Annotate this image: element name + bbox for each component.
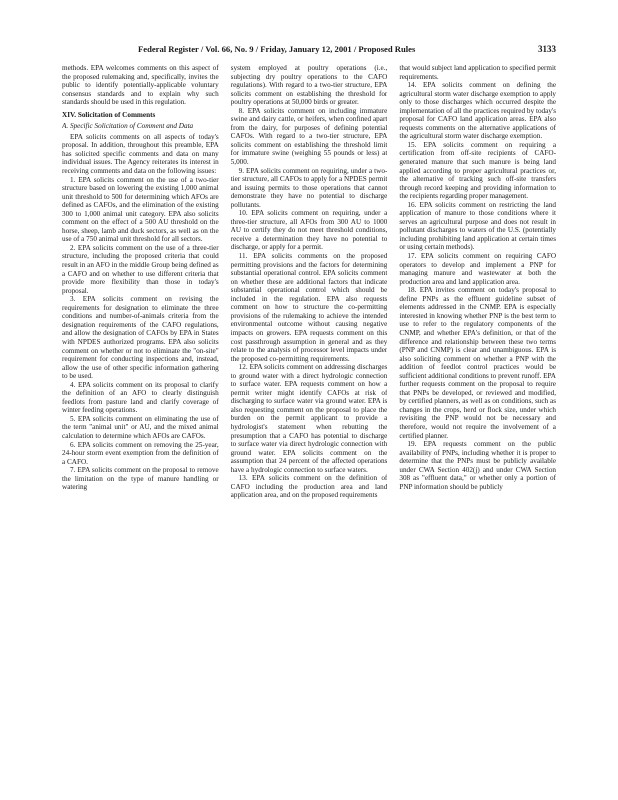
body-paragraph: 5. EPA solicits comment on eliminating the use of the term "animal unit" or AU, and the mixed animal calculation to determine which AFOs are CAFOs. bbox=[62, 414, 219, 440]
header-citation: Federal Register / Vol. 66, No. 9 / Friday, January 12, 2001 / Proposed Rules bbox=[138, 44, 416, 54]
body-paragraph: 1. EPA solicits comment on the use of a two-tier structure based on lowering the existing 1,000 animal unit threshold to 500 for determining which AFOs are defined as CAFOs, and the elimination of the existing 300 to 1,000 animal unit category. EPA also solicits comment on the effect of a 500 AU threshold on the horse, sheep, lamb and duck sectors, as well as on the use of a 750 animal unit threshold for all sectors. bbox=[62, 175, 219, 244]
body-paragraph: 9. EPA solicits comment on requiring, under a two-tier structure, all CAFOs to apply for a NPDES permit and issuing permits to those operations that cannot demonstrate they have no potential to discharge pollutants. bbox=[230, 166, 388, 209]
body-paragraph: EPA solicits comments on all aspects of today's proposal. In addition, throughout this preamble, EPA has solicited specific comments and data on many individual issues. The Agency reiterates its interest in receiving comments and data on the following issues: bbox=[62, 132, 219, 176]
body-paragraph: 10. EPA solicits comment on requiring, under a three-tier structure, all AFOs from 300 AU to 1000 AU to certify they do not meet threshold conditions, receive a determination they have no potential to discharge, or apply for a permit. bbox=[230, 209, 388, 252]
body-paragraph: 18. EPA invites comment on today's proposal to define PNPs as the effluent guideline subset of elements addressed in the CNMP. EPA is especially interested in knowing whether PNP is the best term to use to refer to the regulatory components of the CNMP, and whether EPA's definition, or that of the difference and relationship between these two terms (PNP and CNMP) is clear and unambiguous. EPA is also soliciting comment on whether a PNP with the addition of feedlot control practices would be sufficient additional conditions to prevent runoff. EPA further requests comment on the proposal to require that PNPs be developed, or reviewed and modified, by certified planners, as well as on conditions, such as changes in the crops, herd or flock size, under which revisiting the PNP would not be necessary and therefore, would not require the involvement of a certified planner. bbox=[399, 286, 557, 440]
body-paragraph: 19. EPA requests comment on the public availability of PNPs, including whether it is proper to determine that the PNPs must be publicly available under CWA Section 402(j) and under CWA Section 308 as "effluent data," or whether only a portion of PNP information should be publicly bbox=[399, 440, 557, 491]
body-paragraph: 13. EPA solicits comment on the definition of CAFO including the production area and land application area, and on the proposed requirements bbox=[230, 474, 388, 500]
body-paragraph: 4. EPA solicits comment on its proposal to clarify the definition of an AFO to clearly distinguish feedlots from pasture land and clarify coverage of winter feeding operations. bbox=[62, 380, 219, 415]
body-paragraph: 6. EPA solicits comment on removing the 25-year, 24-hour storm event exemption from the definition of a CAFO. bbox=[62, 440, 219, 466]
body-paragraph: 12. EPA solicits comment on addressing discharges to ground water with a direct hydrologic connection to surface water. EPA requests comment on how a permit writer might identify CAFOs at risk of discharging to surface water via ground water. EPA is also requesting comment on the proposal to place the burden on the permit applicant to provide a hydrologist's statement when rebutting the presumption that a CAFO has potential to discharge to surface water via direct hydrologic connection with ground water. EPA solicits comment on the assumption that 24 percent of the affected operations have a hydrologic connection to surface waters. bbox=[230, 363, 388, 474]
body-paragraph: 8. EPA solicits comment on including immature swine and dairy cattle, or heifers, when confined apart from the dairy, for purposes of defining potential CAFOs. With regard to a two-tier structure, EPA solicits comment on establishing the threshold limit for immature swine (weighing 55 pounds or less) at 5,000. bbox=[230, 106, 388, 167]
body-paragraph: 3. EPA solicits comment on revising the requirements for designation to eliminate the three conditions and number-of-animals criteria from the designation requirements of the CAFO regulations, and allow the designation of CAFOs by EPA in States with NPDES authorized programs. EPA also solicits comment on whether or not to eliminate the "on-site" requirement for conducting inspections and, instead, allow the use of other specific information gathering to be used. bbox=[62, 295, 219, 381]
section-heading: XIV. Solicitation of Comments bbox=[62, 110, 156, 119]
page-number: 3133 bbox=[538, 44, 556, 54]
body-paragraph: 16. EPA solicits comment on restricting the land application of manure to those conditions where it serves an agricultural purpose and does not result in pollutant discharges to waters of the U.S. (potentially including prohibiting land application at certain times or using certain methods). bbox=[399, 200, 557, 252]
text-columns bbox=[62, 64, 556, 764]
body-paragraph: system employed at poultry operations (i.e., subjecting dry poultry operations to the CAFO regulations). With regard to a two-tier structure, EPA solicits comment on establishing the threshold for poultry operations at 50,000 birds or greater. bbox=[230, 64, 388, 107]
body-paragraph: 2. EPA solicits comment on the use of a three-tier structure, including the proposed criteria that could result in an AFO in the middle Group being defined as a CAFO and on whether to use different criteria that provide more flexibility than those in today's proposal. bbox=[62, 243, 219, 295]
body-paragraph: 17. EPA solicits comment on requiring CAFO operators to develop and implement a PNP for managing manure and wastewater at both the production area and land application area. bbox=[399, 252, 557, 286]
body-paragraph: 7. EPA solicits comment on the proposal to remove the limitation on the type of manure handling or watering bbox=[62, 466, 219, 492]
column-2 bbox=[231, 64, 388, 764]
body-paragraph: methods. EPA welcomes comments on this aspect of the proposed rulemaking and, specifically, invites the public to identify potentially-applicable voluntary consensus standards and to explain why such standards should be used in this regulation. bbox=[62, 64, 219, 107]
column-1 bbox=[62, 64, 219, 764]
body-paragraph: that would subject land application to specified permit requirements. bbox=[399, 64, 557, 81]
body-paragraph: 14. EPA solicits comment on defining the agricultural storm water discharge exemption to apply only to those discharges which occurred despite the implementation of all the practices required by today's proposal for CAFO land application areas. EPA also requests comments on the alternative applications of the agricultural storm water discharge exemption. bbox=[399, 81, 557, 141]
subsection-heading: A. Specific Solicitation of Comment and Data bbox=[62, 122, 194, 131]
body-paragraph: 15. EPA solicits comment on requiring a certification from off-site recipients of CAFO-generated manure that such manure is being land applied according to proper agricultural practices or, the alternative of tracking such off-site transfers through record keeping and providing information to the recipients regarding proper management. bbox=[399, 140, 557, 201]
column-3 bbox=[399, 64, 556, 764]
page-header bbox=[60, 44, 556, 58]
body-paragraph: 11. EPA solicits comments on the proposed permitting provisions and the factors for determining substantial operational control. EPA solicits comment on whether these are additional factors that indicate substantial operational control which should be included in the regulation. EPA also requests comment on how to structure the co-permitting provisions of the rulemaking to achieve the intended environmental outcome without causing negative impacts on growers. EPA requests comment on this cost passthrough assumption in general and as they relate to the analysis of processor level impacts under the proposed co-permitting requirements. bbox=[230, 252, 388, 363]
